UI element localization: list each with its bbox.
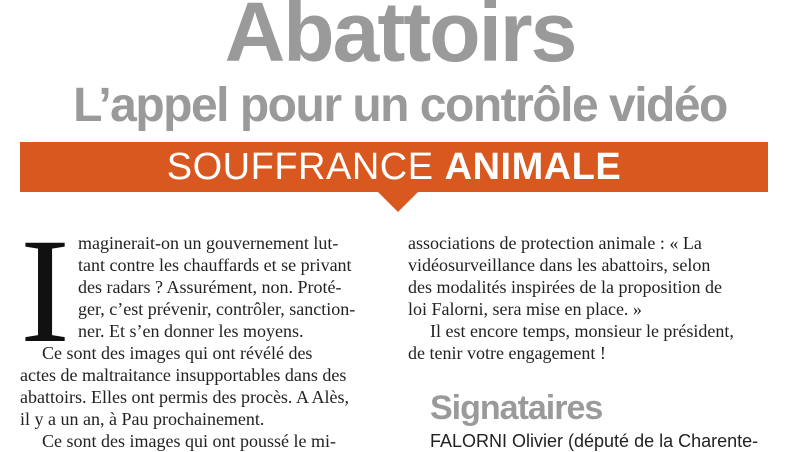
text-column-left — [20, 208, 382, 452]
text-line: Ce sont des images qui ont révélé des — [42, 343, 313, 363]
text-line: ger, c’est prévenir, contrôler, sanction- — [78, 299, 356, 319]
article-headline: Abattoirs — [224, 0, 576, 79]
text-line: abattoirs. Elles ont permis des procès. A Alès, — [20, 387, 349, 407]
text-line: vidéosurveillance dans les abattoirs, selon — [408, 255, 711, 275]
text-line: actes de maltraitance insupportables dans des — [20, 365, 347, 385]
rubric-banner — [20, 142, 768, 192]
text-line: Ce sont des images qui ont poussé le mi- — [42, 431, 336, 451]
rubric-arrow — [378, 192, 418, 212]
text-line: Il est encore temps, monsieur le président, — [430, 321, 734, 341]
text-line: de tenir votre engagement ! — [408, 343, 606, 363]
rubric-bold-text: ANIMALE — [444, 146, 622, 188]
text-line: loi Falorni, sera mise en place. » — [408, 299, 642, 319]
rubric-light-text: SOUFFRANCE — [166, 146, 445, 188]
text-line: associations de protection animale : « La — [408, 233, 702, 253]
text-line: des radars ? Assurément, non. Proté- — [78, 277, 342, 297]
text-line: il y a un an, à Pau prochainement. — [20, 409, 265, 429]
article-subheadline: L’appel pour un contrôle vidéo — [73, 79, 727, 132]
text-line: tant contre les chauffards et se privant — [78, 255, 352, 275]
text-line: maginerait-on un gouvernement lut- — [78, 233, 339, 253]
text-line: ner. Et s’en donner les moyens. — [78, 321, 304, 341]
text-line: des modalités inspirées de la proposition de — [408, 277, 722, 297]
signataires-heading: Signataires — [430, 389, 603, 427]
drop-cap: I — [20, 208, 70, 374]
signatory-line: FALORNI Olivier (député de la Charente- — [430, 431, 759, 451]
text-column-right — [408, 232, 778, 364]
